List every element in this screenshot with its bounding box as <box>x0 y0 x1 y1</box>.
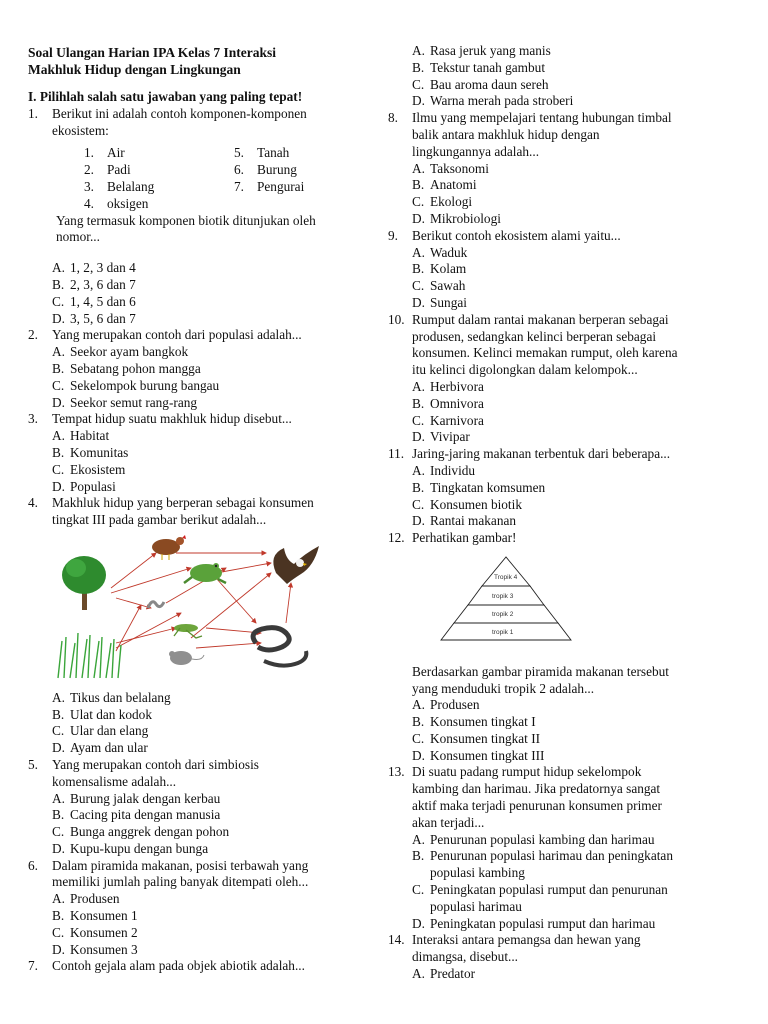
list-item: 4. oksigen <box>84 195 149 211</box>
pyramid-label: tropik 2 <box>492 610 514 618</box>
list-item: 1. Air <box>84 145 125 161</box>
option-c[interactable]: C. Sekelompok burung bangau <box>52 377 220 393</box>
option-a[interactable]: A. 1, 2, 3 dan 4 <box>52 260 136 276</box>
option-a[interactable]: A. Burung jalak dengan kerbau <box>52 790 221 806</box>
mouse-icon <box>169 651 204 665</box>
question-8: 8. Ilmu yang mempelajari tentang hubungan timbal balik antara makhluk hidup dengan lingkungannya adalah... A. Taksonomi B. Anatomi C. Ekologi D. Mikrobiologi <box>388 110 733 228</box>
option-c[interactable]: C. Konsumen tingkat II <box>412 730 541 746</box>
option-a[interactable]: A. Individu <box>412 462 476 478</box>
option-a[interactable]: A. Tikus dan belalang <box>52 689 171 705</box>
option-d[interactable]: D. Vivipar <box>412 429 470 445</box>
option-c[interactable]: C. Konsumen biotik <box>412 496 522 512</box>
option-a[interactable]: A. Produsen <box>52 891 120 907</box>
question-13: 13. Di suatu padang rumput hidup sekelompok kambing dan harimau. Jika predatornya sangat aktif maka terjadi penurunan konsumen primer akan terjadi... A. Penurunan populasi kambing dan harimau B. Penurunan populasi harimau dan peningkatan populasi kambing C. Peningkatan populasi rumput dan penurunan populasi harimau D. Peningkatan populasi rumput dan harimau <box>388 764 733 932</box>
option-d[interactable]: D. Rantai makanan <box>412 513 517 529</box>
pyramid-label: tropik 3 <box>492 592 514 600</box>
question-7-options <box>388 43 733 110</box>
option-a[interactable]: A. Habitat <box>52 428 110 444</box>
answer-options <box>28 260 373 327</box>
pyramid-label: Tropik 4 <box>494 573 518 581</box>
option-b[interactable]: B. Sebatang pohon mangga <box>52 360 201 376</box>
section-heading: I. Pilihlah salah satu jawaban yang paling tepat! <box>28 89 303 104</box>
caterpillar-icon <box>148 602 164 608</box>
option-c[interactable]: C. Peningkatan populasi rumput dan penurunan populasi harimau <box>412 882 668 914</box>
option-a[interactable]: A. Penurunan populasi kambing dan harimau <box>412 831 655 847</box>
question-3: 3. Tempat hidup suatu makhluk hidup disebut... A. Habitat B. Komunitas C. Ekosistem D. Populasi <box>28 411 373 495</box>
option-d[interactable]: D. Populasi <box>52 478 116 494</box>
option-d[interactable]: D. Warna merah pada stroberi <box>412 93 574 109</box>
option-a[interactable]: A. Produsen <box>412 697 480 713</box>
option-a[interactable]: A. Predator <box>412 966 476 982</box>
question-6: 6. Dalam piramida makanan, posisi terbawah yang memiliki jumlah paling banyak ditempati oleh... A. Produsen B. Konsumen 1 C. Konsumen 2 D. Konsumen 3 <box>28 858 373 959</box>
option-d[interactable]: D. Konsumen tingkat III <box>412 747 545 763</box>
option-c[interactable]: C. 1, 4, 5 dan 6 <box>52 293 136 309</box>
list-item: 2. Padi <box>84 162 131 178</box>
question-10: 10. Rumput dalam rantai makanan berperan sebagai produsen, sedangkan kelinci berperan sebagai konsumen. Kelinci memakan rumput, oleh karena itu kelinci digolongkan dalam kelompok... A. Herbivora B. Omnivora C. Karnivora D. Vivipar <box>388 312 733 446</box>
option-b[interactable]: B. Anatomi <box>412 177 477 193</box>
option-d[interactable]: D. Seekor semut rang-rang <box>52 394 198 410</box>
option-b[interactable]: B. Cacing pita dengan manusia <box>52 807 221 823</box>
eagle-icon <box>273 546 319 584</box>
option-c[interactable]: C. Sawah <box>412 278 466 294</box>
option-c[interactable]: C. Ekosistem <box>52 461 126 477</box>
option-b[interactable]: B. Konsumen tingkat I <box>412 714 536 730</box>
option-a[interactable]: A. Seekor ayam bangkok <box>52 344 189 360</box>
question-11: 11. Jaring-jaring makanan terbentuk dari beberapa... A. Individu B. Tingkatan komsumen C. Konsumen biotik D. Rantai makanan <box>388 446 733 530</box>
option-b[interactable]: B. 2, 3, 6 dan 7 <box>52 276 136 292</box>
option-d[interactable]: D. Sungai <box>412 294 467 310</box>
pyramid-level-4 <box>482 557 530 586</box>
option-c[interactable]: C. Ular dan elang <box>52 723 149 739</box>
frog-icon <box>184 563 226 583</box>
question-1: 1. Berikut ini adalah contoh komponen-komponen ekosistem: 1. Air 5. Tanah 2. Padi 6. Burung 3. Belalang 7. Pengurai 4. oksigen Yang termasuk komponen biotik ditunjukan oleh nomor... A. 1, 2, 3 dan 4 B. 2, 3, 6 dan 7 C. 1, 4, 5 dan 6 D. 3, 5, 6 dan 7 <box>28 106 373 328</box>
component-list <box>28 145 373 212</box>
question-14: 14. Interaksi antara pemangsa dan hewan yang dimangsa, disebut... A. Predator <box>388 932 733 982</box>
option-d[interactable]: D. Konsumen 3 <box>52 941 138 957</box>
option-d[interactable]: D. 3, 5, 6 dan 7 <box>52 310 136 326</box>
grasshopper-icon <box>174 624 202 638</box>
option-b[interactable]: B. Komunitas <box>52 444 129 460</box>
chicken-icon <box>152 535 186 560</box>
option-c[interactable]: C. Ekologi <box>412 194 473 210</box>
option-a[interactable]: A. Rasa jeruk yang manis <box>412 43 551 58</box>
tree-icon <box>62 556 106 610</box>
food-pyramid-figure <box>436 555 576 645</box>
left-column <box>28 0 373 975</box>
option-b[interactable]: B. Tingkatan komsumen <box>412 479 546 495</box>
option-d[interactable]: D. Ayam dan ular <box>52 740 148 756</box>
option-d[interactable]: D. Kupu-kupu dengan bunga <box>52 840 209 856</box>
option-c[interactable]: C. Karnivora <box>412 412 484 428</box>
right-column <box>388 0 733 983</box>
question-5: 5. Yang merupakan contoh dari simbiosis komensalisme adalah... A. Burung jalak dengan kerbau B. Cacing pita dengan manusia C. Bunga anggrek dengan pohon D. Kupu-kupu dengan bunga <box>28 757 373 858</box>
question-7: 7. Contoh gejala alam pada objek abiotik adalah... <box>28 958 305 974</box>
option-d[interactable]: D. Mikrobiologi <box>412 210 501 226</box>
question-9: 9. Berikut contoh ekosistem alami yaitu... A. Waduk B. Kolam C. Sawah D. Sungai <box>388 228 733 312</box>
list-item: 6. Burung <box>234 162 297 178</box>
option-a[interactable]: A. Waduk <box>412 244 468 260</box>
question-4: 4. Makhluk hidup yang berperan sebagai konsumen tingkat III pada gambar berikut adalah... A. Tikus dan belalang B. Ulat dan kodok C. Ular dan elang D. Ayam dan ular <box>28 495 373 757</box>
question-12: 12. Perhatikan gambar! tropik 1 tropik 2 tropik 3 Tropik 4 Berdasarkan gambar piramida makanan tersebut yang menduduki tropik 2 adalah... A. Produsen B. Konsumen tingkat I C. Konsumen tingkat II D. Konsumen tingkat III <box>388 530 733 764</box>
option-b[interactable]: B. Ulat dan kodok <box>52 706 152 722</box>
option-b[interactable]: B. Omnivora <box>412 395 484 411</box>
option-a[interactable]: A. Herbivora <box>412 378 484 394</box>
option-c[interactable]: C. Bau aroma daun sereh <box>412 76 549 92</box>
option-d[interactable]: D. Peningkatan populasi rumput dan harimau <box>412 915 656 931</box>
option-b[interactable]: B. Penurunan populasi harimau dan peningkatan populasi kambing <box>412 848 673 881</box>
food-web-figure <box>56 533 356 681</box>
grass-icon <box>58 633 121 678</box>
question-2: 2. Yang merupakan contoh dari populasi adalah... A. Seekor ayam bangkok B. Sebatang pohon mangga C. Sekelompok burung bangau D. Seekor semut rang-rang <box>28 327 373 411</box>
option-b[interactable]: B. Konsumen 1 <box>52 908 138 924</box>
option-c[interactable]: C. Bunga anggrek dengan pohon <box>52 824 230 840</box>
option-b[interactable]: B. Tekstur tanah gambut <box>412 59 546 75</box>
option-a[interactable]: A. Taksonomi <box>412 160 489 176</box>
pyramid-label: tropik 1 <box>492 628 514 636</box>
snake-icon <box>253 628 306 666</box>
option-c[interactable]: C. Konsumen 2 <box>52 924 138 940</box>
list-item: 3. Belalang <box>84 178 155 194</box>
option-b[interactable]: B. Kolam <box>412 261 467 277</box>
worksheet-title: Soal Ulangan Harian IPA Kelas 7 Interaksi Makhluk Hidup dengan Lingkungan <box>28 45 277 77</box>
list-item: 7. Pengurai <box>234 178 305 194</box>
list-item: 5. Tanah <box>234 145 290 161</box>
